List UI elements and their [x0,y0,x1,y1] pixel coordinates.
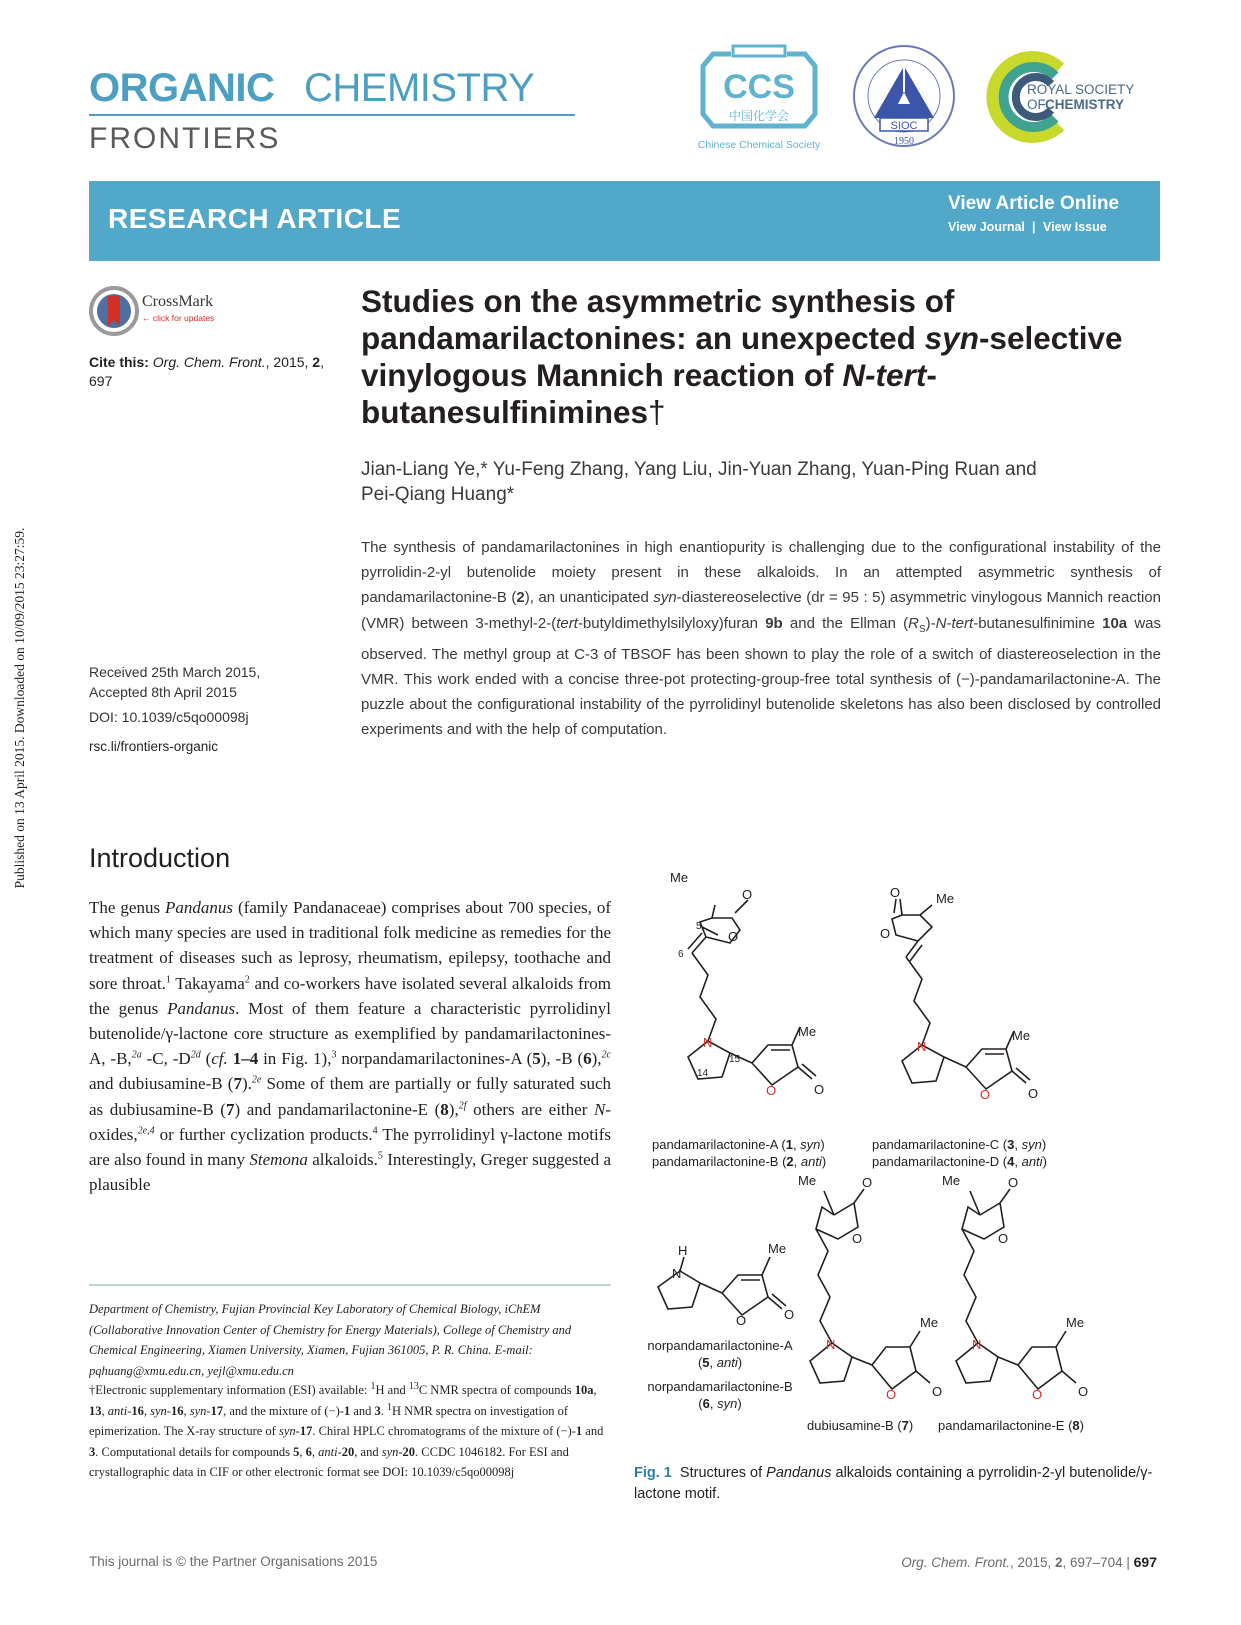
label-me-1: Me [670,870,689,885]
title-l2-a: pandamarilactonines: an unexpected [361,320,925,356]
label-me-8: Me [942,1173,961,1188]
title-l2-c: -selective [978,320,1123,356]
rsc-logo [985,42,1160,150]
cite-comma: , [320,354,324,370]
rsc-line2: OF [1027,97,1046,112]
esi-b12: 6 [305,1444,312,1459]
label-o-15: O [1008,1175,1019,1190]
esi-b1: 10a [574,1383,594,1397]
caption-pandamarilactonine-b [652,1154,826,1169]
footnote-rule [89,1284,611,1286]
esi-e21: - [337,1444,342,1459]
caption-dubiusamine-b [807,1418,913,1433]
esi-b13: 20 [341,1444,355,1459]
figure-1-structures [640,870,1180,1445]
label-c5: 5 [696,921,702,932]
caption-label: Fig. 1 [634,1465,672,1481]
cap-1c: , [792,1137,801,1152]
intro-b4: 7 [233,1074,242,1094]
cap-3e: ) [1041,1137,1047,1152]
cap-5e: ) [737,1355,743,1370]
esi-e4: , [593,1383,597,1397]
ref-2e-4[interactable]: 2e,4 [137,1125,155,1137]
esi-e24: . CCDC 1046182. For ESI and crystallographic data in CIF or other electronic format see DOI: 10.1039/c5qo00098j [89,1444,569,1479]
ref-1[interactable]: 1 [165,973,171,985]
accepted-date: Accepted 8th April 2015 [89,684,237,700]
esi-e22: , and [354,1444,382,1459]
abs-sub1: S [919,623,926,635]
esi-i5: anti [318,1444,338,1459]
ref-5[interactable]: 5 [377,1150,383,1162]
footer-citation [901,1554,1157,1570]
abs-p7: - [946,614,952,632]
doi: DOI: 10.1039/c5qo00098j [89,709,249,725]
cap-3d: syn [1021,1137,1042,1152]
esi-e2: H and [375,1383,409,1397]
view-journal-link[interactable]: View Journal [948,220,1025,234]
introduction-text [89,895,611,1197]
esi-e10: - [206,1403,211,1418]
label-o-7: O [980,1087,991,1102]
dates-block [89,662,344,702]
structure-pandamarilactonine-e [956,1189,1076,1389]
figure-1-caption [634,1463,1161,1505]
esi-b4: 16 [170,1403,184,1418]
cap-6e: ) [737,1396,742,1411]
esi-e3: C NMR spectra of compounds [418,1383,575,1397]
sioc-year: 1950 [894,136,914,147]
esi-i4: syn [278,1424,296,1438]
intro-b3: 6 [583,1049,592,1069]
intro-t5: . Most of them feature a characteristic pyrrolidinyl butenolide/γ-lactone core structure as exemplified by pandamarilactonines-A, -B, [89,998,611,1069]
label-o-14: O [932,1384,943,1399]
esi-b14: 20 [402,1444,416,1459]
journal-name-chemistry: CHEMISTRY [304,66,535,110]
title-l2-b: syn [924,320,979,356]
footer-vol: 2 [1055,1555,1063,1570]
affiliation-footnote: Department of Chemistry, Fujian Provincial Key Laboratory of Chemical Biology, iChEM (Collaborative Innovation Center of Chemistry for Energy Materials), College of Chemistry and Chemical Engineering, Xiamen University, Xiamen, Fujian 361005, P. R. China. E-mail: pqhuang@xmu.edu.cn, yejl@xmu.edu.cn [89,1302,572,1378]
intro-b1: 1–4 [232,1049,259,1069]
ccs-logo [693,40,838,152]
label-o-1: O [742,887,753,902]
footer-page-number: 697 [1133,1554,1157,1570]
ref-2a[interactable]: 2a [131,1049,142,1061]
label-c14: 14 [697,1068,709,1079]
rsc-line1: ROYAL SOCIETY [1027,82,1135,97]
label-c15: 15 [729,1054,741,1065]
ref-2d[interactable]: 2d [190,1049,201,1061]
intro-t13: and dubiusamine-B ( [89,1074,234,1094]
structure-dubiusamine-b [810,1189,930,1389]
cap-4e: ) [1042,1154,1047,1169]
cap-8b: 8 [1072,1418,1080,1433]
cap-8a: pandamarilactonine-E ( [938,1418,1073,1433]
intro-t12: ), [591,1049,602,1069]
article-type-label: RESEARCH ARTICLE [108,203,402,234]
cap-1a: pandamarilactonine-A ( [652,1137,786,1152]
section-heading-introduction: Introduction [89,843,231,873]
cap-2e: ) [821,1154,827,1169]
esi-b5: 17 [210,1403,224,1418]
publication-stamp: Published on 13 April 2015. Downloaded on 10/09/2015 23:27:59. [12,527,27,889]
esi-e11: , and the mixture of (−)- [223,1403,344,1418]
title-line-3 [361,357,1161,394]
esi-e18: . Computational details for compounds [95,1444,294,1459]
ccs-english-name: Chinese Chemical Society [697,139,821,151]
intro-t14: ). [241,1074,252,1094]
title-l3-b: N-tert [842,357,927,393]
abs-b2: 9b [765,614,783,632]
abs-i5: tert [951,614,974,632]
title-line-2 [361,320,1161,357]
caption-norpandamarilactonine-a-id [698,1355,742,1370]
caption-pandamarilactonine-e [938,1418,1084,1433]
intro-t16: ) and pandamarilactonine-E ( [234,1099,441,1119]
footer-mid: , 2015, [1009,1555,1056,1570]
esi-e16: . Chiral HPLC chromatograms of the mixture of (−)- [312,1424,576,1438]
esi-sup1: 1 [370,1380,376,1392]
label-o-9: O [736,1313,747,1328]
caption-pandamarilactonine-c [872,1137,1046,1152]
esi-e12: and [350,1403,375,1418]
esi-b6: 1 [343,1403,351,1418]
cap-6b: 6 [702,1396,710,1411]
cap-3a: pandamarilactonine-C ( [872,1137,1008,1152]
intro-t2: (family Pandanaceae) comprises about 700 species, of which many species are used in traditional folk medicine as remedies for the treatment of diseases such as leprosy, rheumatism, epilepsy, toothache and sore throat. [89,898,612,993]
label-n-3: N [672,1266,682,1281]
caption-t2: alkaloids containing a pyrrolidin-2-yl butenolide/γ-lactone motif. [634,1465,1153,1502]
view-article-online-link[interactable]: View Article Online [948,193,1120,214]
esi-e20: , [311,1444,319,1459]
label-n-1: N [703,1035,713,1050]
intro-i3: cf. [211,1049,228,1069]
esi-footnote [89,1380,611,1483]
cap-2c: , [793,1154,801,1169]
esi-e13: . [380,1403,388,1418]
label-me-3: Me [936,891,955,906]
intro-i4: N [594,1099,606,1119]
cap-5a: ( [697,1355,703,1370]
esi-b9: 1 [575,1424,583,1438]
abs-p9: was observed. The methyl group at C-3 of TBSOF has been shown to play the role of a switch of diastereoselection in the VMR. This work ended with a concise three-pot protecting-group-free total synthesis of (−)-pandamarilactonine-A. The puzzle about the configurational instability of the pyrrolidinyl butenolide skeletons has also been disclosed by controlled experiments and with the help of computation. [361,614,1162,739]
ref-2f[interactable]: 2f [458,1099,467,1111]
intro-t19: -oxides, [89,1099,612,1144]
intro-i2: Pandanus [167,998,236,1018]
caption-i1: Pandanus [766,1465,832,1481]
abs-i3: R [908,614,919,632]
intro-t7: ( [200,1049,212,1069]
label-o-3: O [766,1083,777,1098]
cite-volume: 2 [312,354,321,370]
crossmark-icon [89,286,139,336]
cap-5b: 5 [702,1355,710,1370]
footer-pages: , 697–704 [1062,1555,1123,1570]
label-o-8: O [1028,1086,1039,1101]
label-me-5: Me [768,1241,787,1256]
title-dagger: † [648,394,666,430]
abs-i4: N [935,614,947,632]
intro-t22: alkaloids. [307,1150,378,1170]
footer-copyright: This journal is © the Partner Organisations 2015 [89,1554,378,1569]
abs-b1: 2 [516,589,525,607]
cap-6c: , [709,1396,718,1411]
ref-4[interactable]: 4 [372,1125,378,1137]
esi-b3: 16 [131,1403,144,1418]
label-n-4: N [826,1337,836,1352]
esi-e6: - [127,1403,132,1418]
abs-p4: -butyldimethylsilyloxy)furan [577,614,766,632]
banner-link-separator: | [1032,220,1036,234]
cap-4a: pandamarilactonine-D ( [872,1154,1008,1169]
sioc-logo [850,42,958,150]
crossmark-sub [142,313,214,323]
intro-i5: Stemona [249,1150,308,1170]
esi-b2: 13 [89,1403,102,1418]
author-list [361,457,1141,507]
structure-pandamarilactonine-a-b [688,900,816,1085]
cap-4b: 4 [1007,1154,1015,1169]
title-l3-a: vinylogous Mannich reaction of [361,357,843,393]
caption-norpandamarilactonine-a: norpandamarilactonine-A [647,1338,793,1353]
crossmark-badge[interactable] [89,286,229,336]
authors-line-1: Jian-Liang Ye,* Yu-Feng Zhang, Yang Liu, Jin-Yuan Zhang, Yuan-Ping Ruan and [361,459,1037,480]
cap-8c: ) [1079,1418,1084,1433]
cap-2d: anti [800,1154,822,1169]
masthead-rule [89,114,575,116]
cap-4d: anti [1021,1154,1043,1169]
intro-t4: and co-workers have isolated several alkaloids from the genus [89,973,611,1018]
label-o-6: O [880,926,891,941]
intro-t15: Some of them are partially or fully saturated such as dubiusamine-B ( [89,1074,612,1119]
view-issue-link[interactable]: View Issue [1043,220,1107,234]
esi-e9: , [183,1403,190,1418]
esi-sup3: 1 [387,1401,393,1413]
cap-2a: pandamarilactonine-B ( [652,1154,787,1169]
cite-this [89,353,344,391]
sioc-triangle-icon [874,66,934,118]
caption-t1: Structures of [671,1465,767,1481]
esi-i6: syn [381,1444,399,1459]
abs-p3: -diastereoselective (dr = 95 : 5) asymmetric vinylogous Mannich reaction (VMR) between 3-methyl-2-( [361,589,1161,632]
cap-1e: ) [820,1137,825,1152]
title-line-4 [361,394,1161,431]
title-line-1: Studies on the asymmetric synthesis of [361,283,955,319]
cap-3b: 3 [1007,1137,1015,1152]
abs-p1: The synthesis of pandamarilactonines in high enantiopurity is challenging due to the configurational instability of the pyrrolidin-2-yl butenolide moiety present in these alkaloids. In an attempted asymmetric synthesis of pandamarilactonine-B ( [361,539,1161,607]
cap-1d: syn [800,1137,821,1152]
intro-i1: Pandanus [165,898,234,917]
abs-p8: -butanesulfinimine [973,614,1103,632]
abs-p5: and the Ellman ( [782,614,909,632]
esi-e7: , [143,1403,151,1418]
caption-norpandamarilactonine-b: norpandamarilactonine-B [647,1379,793,1394]
esi-e19: , [299,1444,306,1459]
label-h: H [678,1243,688,1258]
label-o-11: O [862,1175,873,1190]
esi-e8: - [166,1403,171,1418]
intro-b2: 5 [532,1049,541,1069]
esi-i1: anti [107,1403,128,1418]
label-o-12: O [852,1231,863,1246]
ccs-chinese-name: 中国化学会 [728,109,790,123]
abs-b3: 10a [1102,614,1128,632]
label-o-17: O [1032,1387,1043,1402]
label-c6: 6 [678,949,684,960]
cap-5d: anti [716,1355,738,1370]
sioc-name: SIOC [890,120,918,132]
esi-b11: 5 [293,1444,300,1459]
cap-1b: 1 [785,1137,793,1152]
ref-3[interactable]: 3 [331,1049,337,1061]
esi-e17: and [582,1424,604,1438]
abstract [361,535,1161,743]
esi-i3: syn [189,1403,207,1418]
esi-e5: , [101,1403,108,1418]
rsc-line3: CHEMISTRY [1045,97,1125,112]
label-me-4: Me [1012,1028,1031,1043]
cap-6a: ( [698,1396,703,1411]
cite-journal: Org. Chem. Front. [152,354,266,370]
footer-journal: Org. Chem. Front. [901,1555,1010,1570]
abs-p6: )- [925,614,936,632]
cap-6d: syn [717,1396,738,1411]
intro-t3: Takayama [170,973,245,993]
label-n-5: N [972,1337,982,1352]
label-o-4: O [814,1082,825,1097]
esi-e1: †Electronic supplementary information (ESI) available: [89,1383,371,1397]
esi-i2: syn [150,1403,167,1418]
esi-b10: 3 [89,1444,96,1459]
journal-subname: FRONTIERS [89,122,281,155]
cap-7c: ) [908,1418,914,1433]
intro-t11: ), -B ( [540,1049,584,1069]
received-date: Received 25th March 2015, [89,664,261,680]
label-me-2: Me [798,1024,817,1039]
title-l3-c: - [926,357,937,393]
structure-pandamarilactonine-c-d [892,899,1030,1089]
intro-t17: ), [448,1099,459,1119]
caption-pandamarilactonine-a [652,1137,825,1152]
label-me-7: Me [920,1315,939,1330]
intro-t9: in Fig. 1), [258,1049,332,1069]
intro-t21: The pyrrolidinyl γ-lactone motifs are also found in many [89,1124,611,1170]
cite-label: Cite this: [89,354,149,370]
ref-2c[interactable]: 2c [601,1049,611,1061]
footer-sep: | [1126,1555,1130,1570]
label-o-18: O [1078,1384,1089,1399]
label-me-9: Me [1066,1315,1085,1330]
crossmark-name: CrossMark [142,293,214,310]
journal-name-organic: ORGANIC [89,66,275,110]
cap-7a: dubiusamine-B ( [807,1418,902,1433]
label-me-6: Me [798,1173,817,1188]
ref-2[interactable]: 2 [244,973,250,985]
label-o-13: O [886,1387,897,1402]
cap-7b: 7 [901,1418,909,1433]
intro-t1: The genus [89,898,166,917]
cite-year: , 2015, [265,354,313,370]
label-o-2: O [728,929,739,944]
abs-p2: ), an unanticipated [524,589,654,607]
label-n-2: N [917,1039,927,1054]
esi-e23: - [398,1444,403,1459]
esi-e15: - [295,1424,300,1438]
intro-t6: -C, -D [141,1049,191,1069]
article-title [361,283,1161,431]
intro-t23: Interestingly, Greger suggested a plausible [89,1150,611,1195]
caption-pandamarilactonine-d [872,1154,1047,1169]
esi-e14: H NMR spectra on investigation of epimerization. The X-ray structure of [89,1403,569,1438]
title-l4: butanesulfinimines [361,394,649,430]
journal-short-link[interactable]: rsc.li/frontiers-organic [89,739,219,754]
crossmark-arrow-icon: ← [142,313,151,323]
abs-i2: tert [556,614,578,632]
cite-page: 697 [89,373,113,389]
authors-line-2: Pei-Qiang Huang* [361,484,515,505]
crossmark-sub-text: click for updates [152,313,215,323]
intro-t18: others are either [466,1099,594,1119]
label-o-16: O [998,1231,1009,1246]
caption-norpandamarilactonine-b-id [698,1396,741,1411]
label-o-5: O [890,885,901,900]
ref-2e[interactable]: 2e [251,1074,262,1086]
abs-i1: syn [653,589,677,607]
intro-t20: or further cyclization products. [154,1124,373,1144]
label-o-10: O [784,1307,795,1322]
intro-b5: 7 [225,1099,235,1119]
intro-b6: 8 [440,1099,449,1119]
esi-b8: 17 [299,1424,313,1438]
cap-5c: , [709,1355,717,1370]
cap-4c: , [1014,1154,1022,1169]
esi-sup2: 13 [408,1380,419,1392]
esi-b7: 3 [374,1403,381,1418]
intro-t10: norpandamarilactonines-A ( [336,1049,533,1069]
cap-3c: , [1014,1137,1022,1152]
cap-2b: 2 [786,1154,794,1169]
ccs-glyph: CCS [723,68,795,106]
